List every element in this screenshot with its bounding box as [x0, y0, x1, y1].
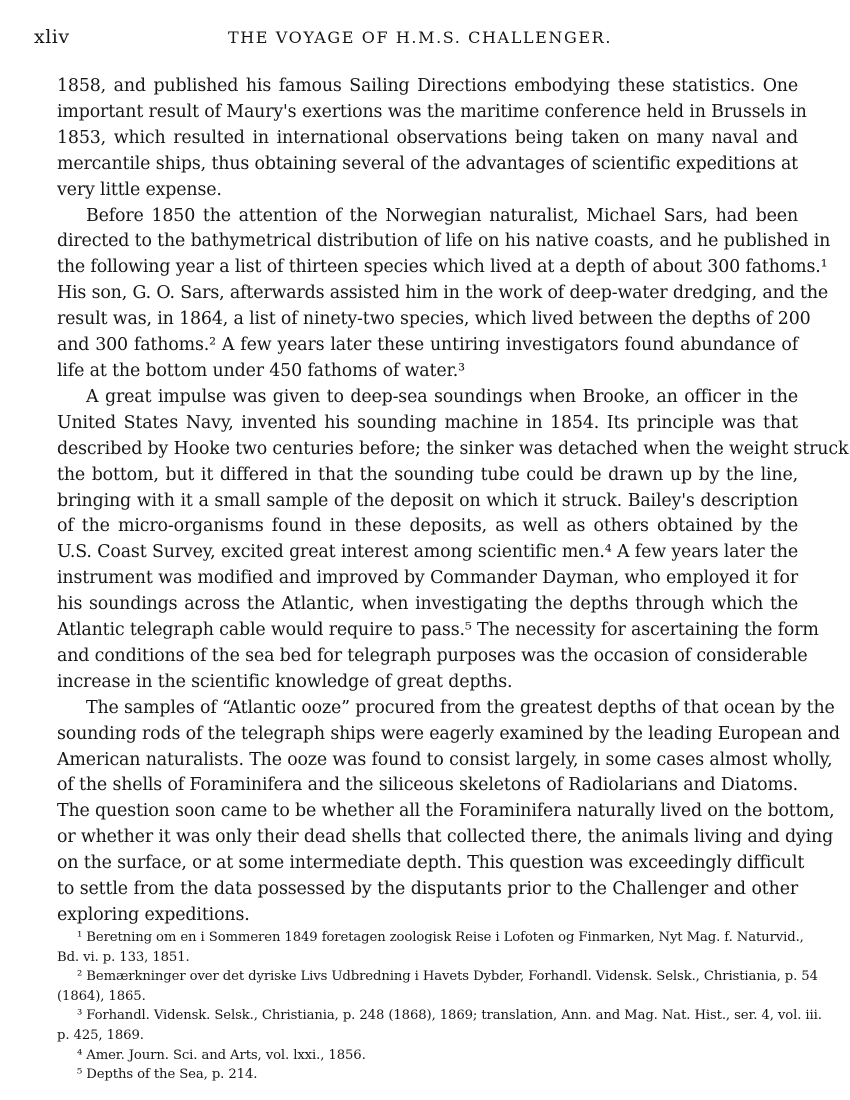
text-line: directed to the bathymetrical distribution of life on his native coasts, and he published in [57, 231, 831, 252]
footnote-line: ² Bemærkninger over det dyriske Livs Udbredning i Havets Dybder, Forhandl. Vidensk. Selsk., Christiania, p. 54 [77, 969, 818, 985]
text-line: bringing with it a small sample of the deposit on which it struck. Bailey's description [57, 490, 798, 511]
text-line: his soundings across the Atlantic, when investigating the depths through which the [57, 594, 798, 615]
footnote-line: (1864), 1865. [57, 988, 146, 1004]
text-line: the bottom, but it differed in that the sounding tube could be drawn up by the line, [57, 464, 798, 485]
text-line: important result of Maury's exertions was the maritime conference held in Brussels in [57, 101, 807, 122]
text-line: life at the bottom under 450 fathoms of water.³ [57, 360, 465, 381]
paragraph [57, 385, 849, 696]
text-line: the following year a list of thirteen species which lived at a depth of about 300 fathoms.¹ [57, 257, 828, 278]
text-line: increase in the scientific knowledge of great depths. [57, 671, 513, 692]
text-line: described by Hooke two centuries before; the sinker was detached when the weight struck [57, 438, 849, 459]
text-line: or whether it was only their dead shells that collected there, the animals living and dying [57, 827, 834, 848]
footnote-line: ⁵ Depths of the Sea, p. 214. [77, 1067, 258, 1083]
text-line: The question soon came to be whether all the Foraminifera naturally lived on the bottom, [57, 801, 835, 822]
text-line: American naturalists. The ooze was found to consist largely, in some cases almost wholly, [57, 749, 833, 770]
text-line: exploring expeditions. [57, 905, 250, 925]
text-line: mercantile ships, thus obtaining several of the advantages of scientific expeditions at [57, 153, 798, 174]
paragraph [57, 696, 840, 929]
text-line: on the surface, or at some intermediate depth. This question was exceedingly difficult [57, 853, 805, 874]
footnote-line: ¹ Beretning om en i Sommeren 1849 foretagen zoologisk Reise i Lofoten og Finmarken, Nyt Mag. f. Naturvid., [77, 930, 804, 945]
footnote-line: ⁴ Amer. Journ. Sci. and Arts, vol. lxxi., 1856. [77, 1047, 366, 1063]
text-line: United States Navy, invented his sounding machine in 1854. Its principle was that [57, 412, 798, 433]
footnotes [57, 928, 822, 1085]
text-line: sounding rods of the telegraph ships were eagerly examined by the leading European and [57, 723, 840, 744]
text-line: and conditions of the sea bed for telegraph purposes was the occasion of considerable [57, 645, 808, 666]
text-line: The samples of “Atlantic ooze” procured from the greatest depths of that ocean by the [86, 697, 835, 718]
text-line: instrument was modified and improved by Commander Dayman, who employed it for [57, 568, 798, 589]
paragraph [57, 74, 807, 204]
text-line: very little expense. [57, 179, 222, 200]
footnote [57, 928, 804, 967]
page-number: xliv [34, 26, 70, 48]
text-line: U.S. Coast Survey, excited great interest among scientific men.⁴ A few years later the [57, 542, 798, 563]
footnote [57, 1065, 798, 1085]
text-line: of the shells of Foraminifera and the siliceous skeletons of Radiolarians and Diatoms. [57, 775, 798, 796]
footnote [57, 1006, 822, 1045]
footnote-line: p. 425, 1869. [57, 1027, 144, 1043]
text-line: Before 1850 the attention of the Norwegian naturalist, Michael Sars, had been [86, 205, 798, 226]
footnote [57, 967, 818, 1006]
body-text [57, 74, 849, 929]
text-line: of the micro-organisms found in these deposits, as well as others obtained by the [57, 516, 798, 537]
text-line: 1853, which resulted in international observations being taken on many naval and [57, 127, 798, 148]
text-line: His son, G. O. Sars, afterwards assisted him in the work of deep-water dredging, and the [57, 283, 829, 304]
running-title: THE VOYAGE OF H.M.S. CHALLENGER. [227, 28, 613, 47]
text-line: result was, in 1864, a list of ninety-two species, which lived between the depths of 200 [57, 309, 811, 330]
footnote [57, 1046, 798, 1066]
text-line: and 300 fathoms.² A few years later these untiring investigators found abundance of [57, 335, 798, 356]
footnote-line: ³ Forhandl. Vidensk. Selsk., Christiania, p. 248 (1868), 1869; translation, Ann. and Mag. Nat. Hist., ser. 4, vol. iii. [77, 1008, 822, 1024]
text-line: to settle from the data possessed by the disputants prior to the Challenger and other [57, 879, 798, 900]
text-line: Atlantic telegraph cable would require to pass.⁵ The necessity for ascertaining the form [57, 620, 819, 641]
paragraph [57, 204, 831, 385]
running-header [34, 26, 806, 52]
text-line: A great impulse was given to deep-sea soundings when Brooke, an officer in the [86, 386, 798, 407]
text-line: 1858, and published his famous Sailing Directions embodying these statistics. One [57, 76, 798, 96]
footnote-line: Bd. vi. p. 133, 1851. [57, 949, 190, 965]
